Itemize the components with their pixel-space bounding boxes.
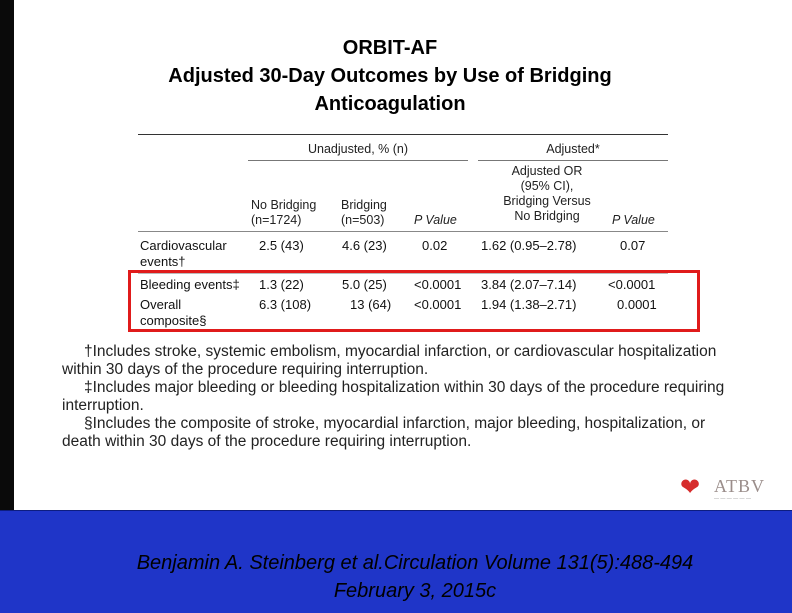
cell-no-bridging: 1.3 (22)	[259, 277, 304, 292]
title-line-1: ORBIT-AF	[342, 37, 438, 59]
cell-adjusted-or: 1.94 (1.38–2.71)	[481, 297, 577, 312]
row-label	[140, 238, 227, 270]
cell-bridging: 13 (64)	[350, 297, 392, 312]
header-bottom-rule	[138, 231, 668, 232]
cell-bridging: 4.6 (23)	[342, 238, 387, 253]
adjusted-or-line-4: No Bridging	[514, 209, 580, 223]
cell-no-bridging: 6.3 (108)	[259, 297, 312, 312]
citation-banner	[0, 510, 792, 613]
header-no-bridging	[251, 198, 316, 228]
cell-bridging: 5.0 (25)	[342, 277, 387, 292]
cell-no-bridging: 2.5 (43)	[259, 238, 304, 253]
header-pvalue: P Value	[414, 213, 457, 227]
header-adjusted-pvalue: P Value	[612, 213, 655, 227]
footnote-composite: §Includes the composite of stroke, myocardial infarction, major bleeding, hospitalization, or death within 30 days of the procedure requiring interruption.	[62, 415, 706, 450]
cell-adjusted-pvalue: 0.0001	[617, 297, 657, 312]
table-top-rule	[138, 134, 668, 135]
row-label: Bleeding events‡	[140, 277, 240, 292]
header-unadjusted: Unadjusted, % (n)	[307, 142, 409, 156]
bridging-line-2: (n=503)	[341, 213, 385, 227]
header-adjusted-or	[482, 164, 612, 224]
cell-adjusted-or: 1.62 (0.95–2.78)	[481, 238, 577, 253]
adjusted-or-line-1: Adjusted OR	[511, 164, 583, 178]
citation	[0, 549, 792, 605]
cell-adjusted-pvalue: 0.07	[620, 238, 646, 253]
logo-text: ATBV	[714, 476, 766, 496]
footnote-cardiovascular: †Includes stroke, systemic embolism, myocardial infarction, or cardiovascular hospitalization within 30 days of the procedure requiring interruption.	[62, 343, 717, 378]
row-label-line-1: Cardiovascular	[140, 238, 227, 253]
no-bridging-line-2: (n=1724)	[251, 213, 302, 227]
header-adjusted: Adjusted*	[546, 142, 600, 156]
slide-title	[90, 34, 690, 118]
citation-line-1: Benjamin A. Steinberg et al.Circulation Volume 131(5):488-494	[136, 552, 694, 574]
logo-subtext: — — — — — —	[714, 496, 751, 502]
cell-adjusted-pvalue: <0.0001	[608, 277, 656, 292]
title-line-3: Anticoagulation	[314, 93, 466, 115]
row-label-line-1: Overall	[140, 297, 182, 312]
citation-line-2: February 3, 2015c	[333, 580, 497, 602]
bridging-line-1: Bridging	[341, 198, 387, 212]
highlight-box	[128, 270, 700, 332]
header-bridging	[341, 198, 387, 228]
cell-pvalue: 0.02	[422, 238, 448, 253]
row-label-line-2: composite§	[140, 313, 207, 328]
footnote-bleeding: ‡Includes major bleeding or bleeding hospitalization within 30 days of the procedure requiring interruption.	[62, 379, 725, 414]
atbv-logo	[680, 474, 780, 504]
adjusted-or-line-3: Bridging Versus	[503, 194, 591, 208]
adjusted-or-line-2: (95% CI),	[520, 179, 574, 193]
cell-pvalue: <0.0001	[414, 297, 462, 312]
left-edge-bar	[0, 0, 14, 510]
no-bridging-line-1: No Bridging	[251, 198, 317, 212]
adjusted-rule	[478, 160, 668, 161]
footnotes	[62, 343, 742, 451]
title-line-2: Adjusted 30-Day Outcomes by Use of Bridging	[168, 65, 612, 87]
cell-pvalue: <0.0001	[414, 277, 462, 292]
row-label-line-2: events†	[140, 254, 186, 269]
cell-adjusted-or: 3.84 (2.07–7.14)	[481, 277, 577, 292]
unadjusted-rule	[248, 160, 468, 161]
heart-icon: ❤	[680, 474, 701, 501]
